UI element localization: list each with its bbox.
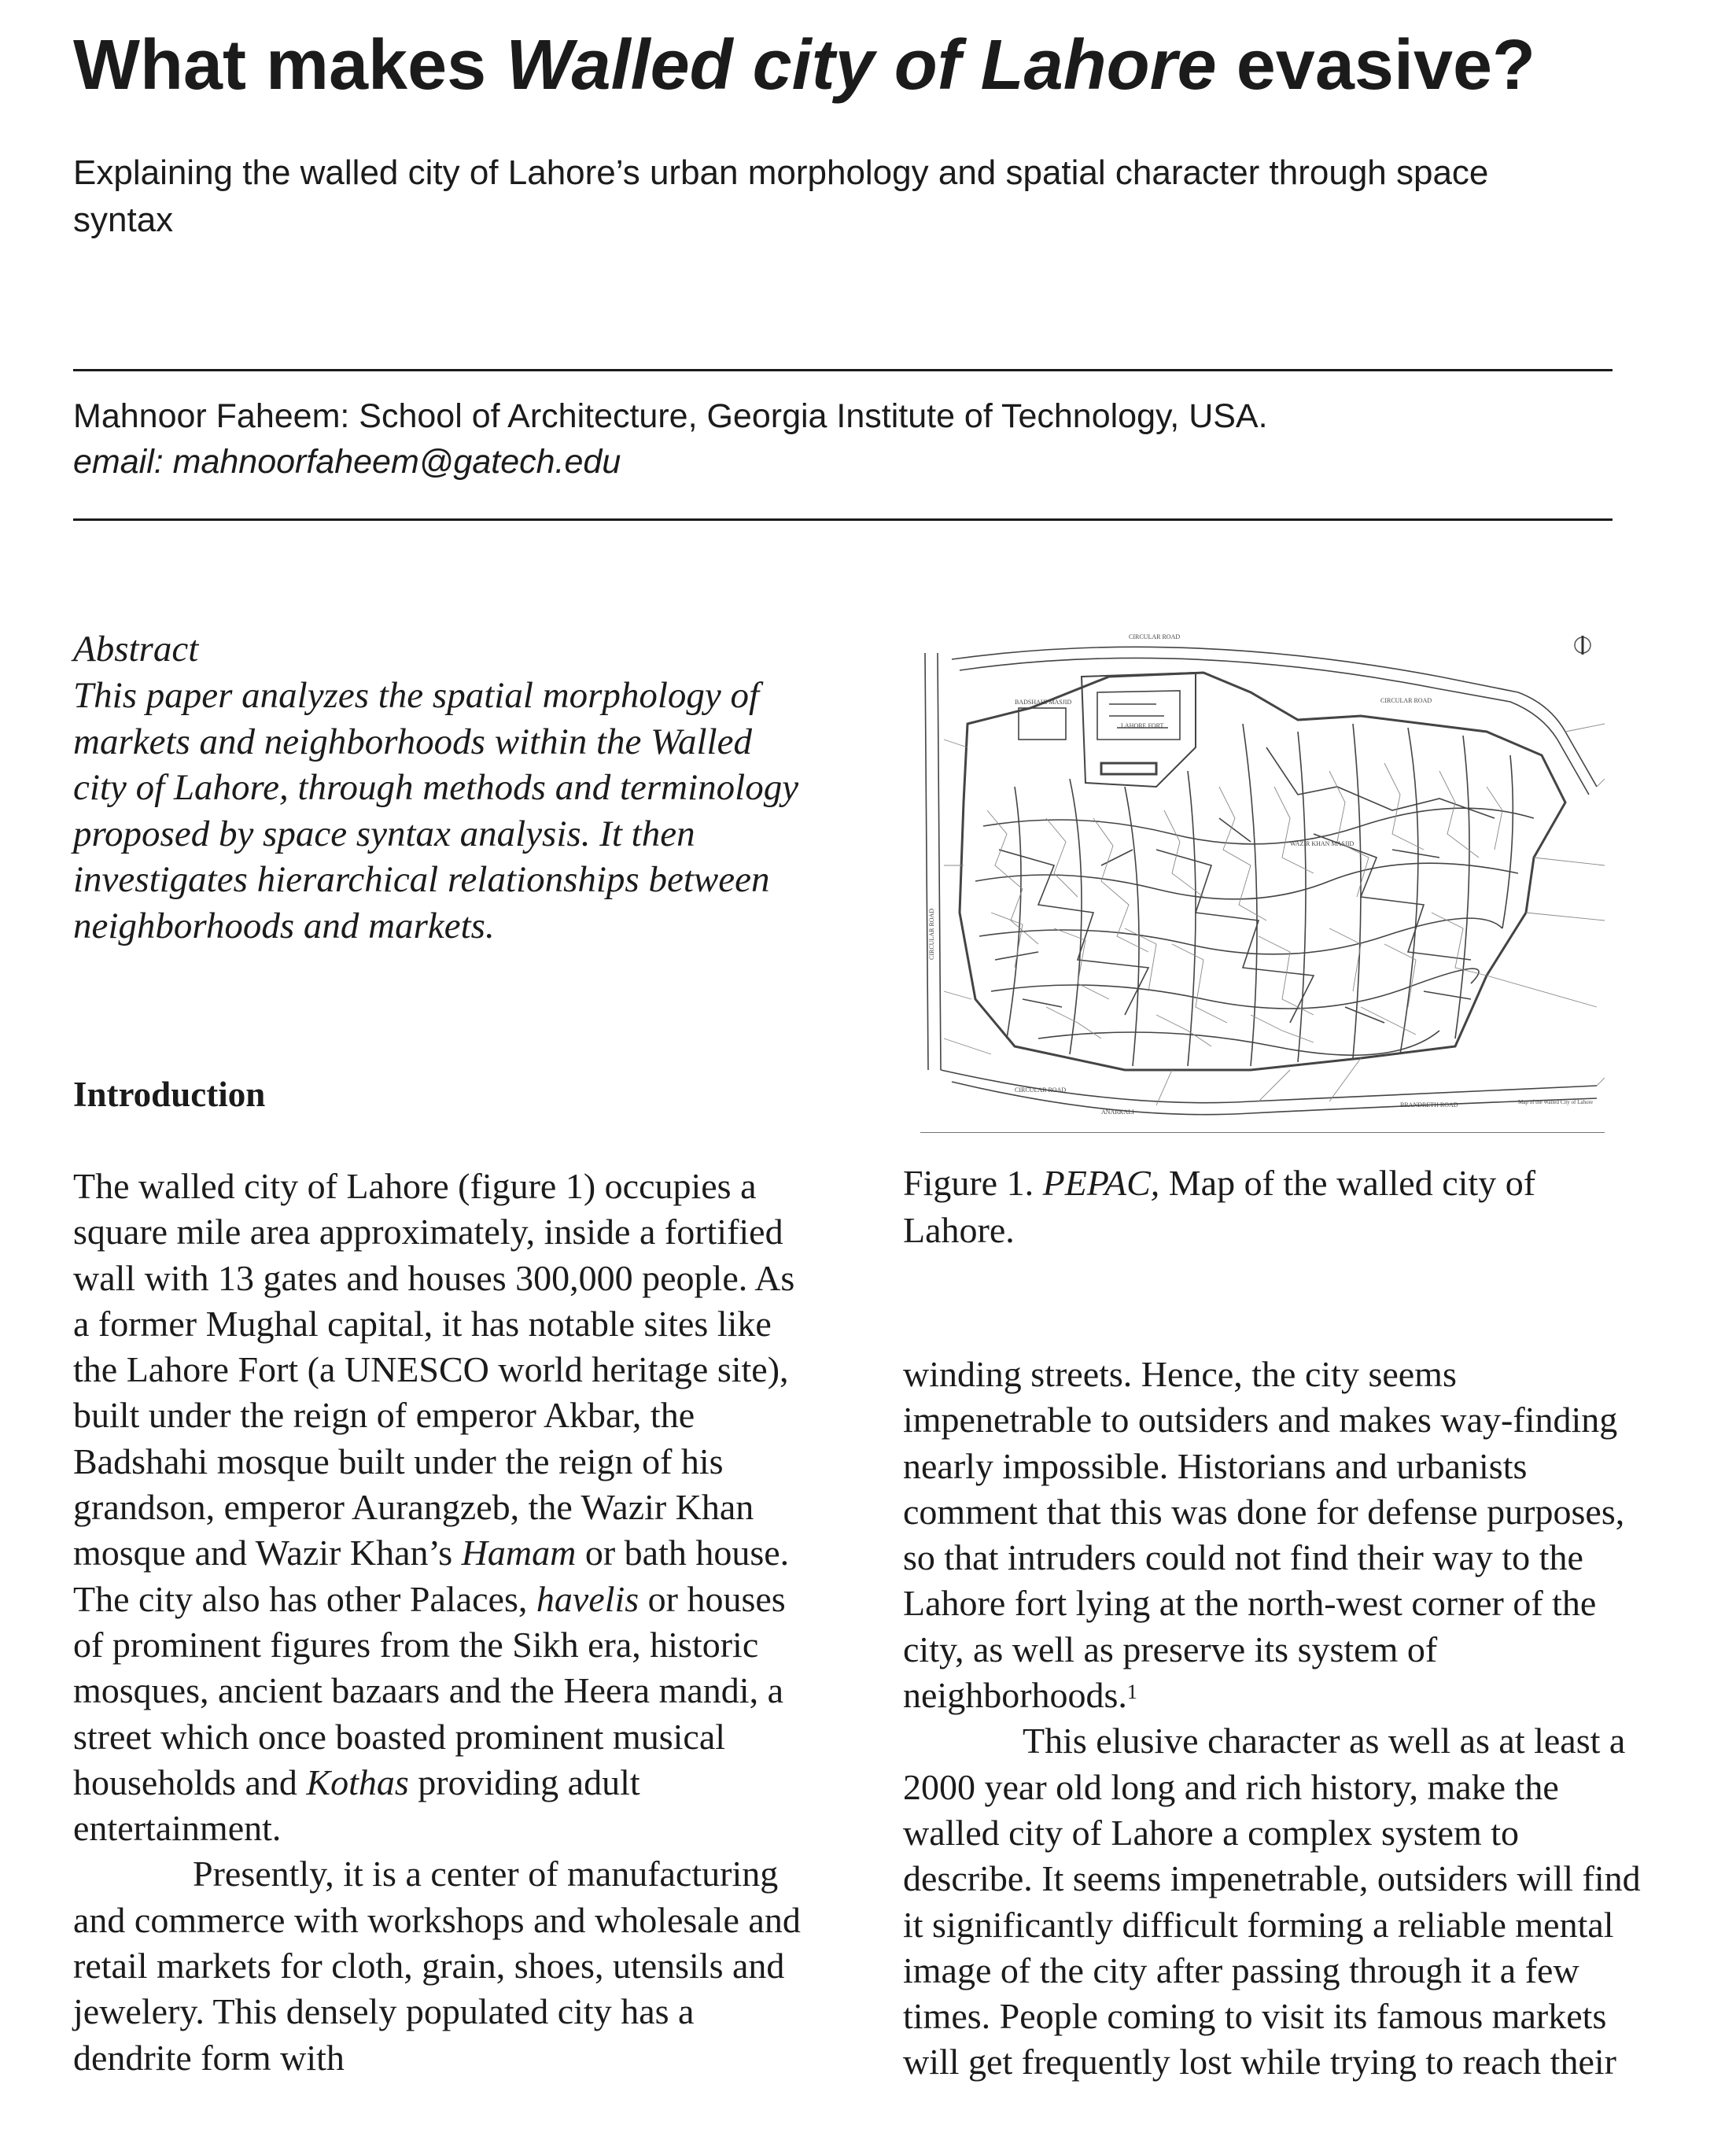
- abstract-text: This paper analyzes the spatial morphology of markets and neighborhoods within the Walled city of Lahore, through methods and terminology proposed by space syntax analysis. It then investigates hierarchical relationships between neighborhoods and markets.: [73, 675, 799, 946]
- author-affiliation: Mahnoor Faheem: School of Architecture, Georgia Institute of Technology, USA.: [73, 397, 1268, 435]
- paper-subtitle: Explaining the walled city of Lahore’s urban morphology and spatial character through space syntax: [73, 153, 1489, 239]
- map-label: WAZIR KHAN MASJID: [1290, 840, 1355, 847]
- map-label: CIRCULAR ROAD: [1015, 1086, 1067, 1094]
- paragraph-2: Presently, it is a center of manufacturing and commerce with workshops and wholesale and retail markets for cloth, grain, shoes, utensils and jewelery. This densely populated city has a dendrite form with: [73, 1854, 801, 2078]
- paper-title: What makes Walled city of Lahore evasive?: [73, 26, 1536, 105]
- map-label: BADSHAHI MASJID: [1015, 699, 1072, 706]
- paragraph-3: winding streets. Hence, the city seems impenetrable to outsiders and makes way-finding nearly impossible. Historians and urbanists comment that this was done for defense purposes, so that intruders could not find their way to the Lahore fort lying at the north-west corner of the city, as well as preserve its system of neighborhoods.$^1$: [903, 1354, 1625, 1716]
- author-email: email: mahnoorfaheem@gatech.edu: [73, 443, 621, 481]
- map-label: Map of the Walled City of Lahore: [1518, 1099, 1593, 1105]
- abstract-heading: Abstract: [73, 629, 199, 670]
- paragraph-1: The walled city of Lahore (figure 1) occupies a square mile area approximately, inside a fortified wall with 13 gates and houses 300,000 people. As a former Mughal capital, it has notable sites like the Lahore Fort (a UNESCO world heritage site), built under the reign of emperor Akbar, the Badshahi mosque built under the reign of his grandson, emperor Aurangzeb, the Wazir Khan mosque and Wazir Khan’s Hamam or bath house. The city also has other Palaces, havelis or houses of prominent figures from the Sikh era, historic mosques, ancient bazaars and the Heera mandi, a street which once boasted prominent musical households and Kothas providing adult entertainment.: [73, 1166, 795, 1849]
- introduction-right-column: [903, 1352, 1642, 2086]
- introduction-left-column: [73, 1164, 813, 2081]
- paragraph-4: This elusive character as well as at least a 2000 year old long and rich history, make the walled city of Lahore a complex system to describe. It seems impenetrable, outsiders will find it significantly difficult forming a reliable mental image of the city after passing through it a few times. People coming to visit its famous markets will get frequently lost while trying to reach their: [903, 1721, 1641, 2083]
- map-label: CIRCULAR ROAD: [1129, 633, 1181, 640]
- map-label: CIRCULAR ROAD: [1380, 697, 1432, 704]
- figure-caption: Figure 1. PEPAC, Map of the walled city of Lahore.: [903, 1163, 1536, 1250]
- divider-bottom: [73, 518, 1613, 521]
- walled-city-map: [920, 629, 1605, 1133]
- footnote-marker[interactable]: 1: [1126, 1680, 1137, 1704]
- title-italic: Walled city of Lahore: [506, 26, 1217, 105]
- introduction-heading: Introduction: [73, 1075, 266, 1114]
- map-label: LAHORE FORT: [1121, 722, 1164, 729]
- divider-top: [73, 369, 1613, 371]
- north-arrow-icon: [1575, 636, 1590, 655]
- map-label: CIRCULAR ROAD: [928, 908, 935, 960]
- map-label: BRANDRETH ROAD: [1400, 1101, 1458, 1109]
- map-label: ANARKALI: [1101, 1109, 1134, 1116]
